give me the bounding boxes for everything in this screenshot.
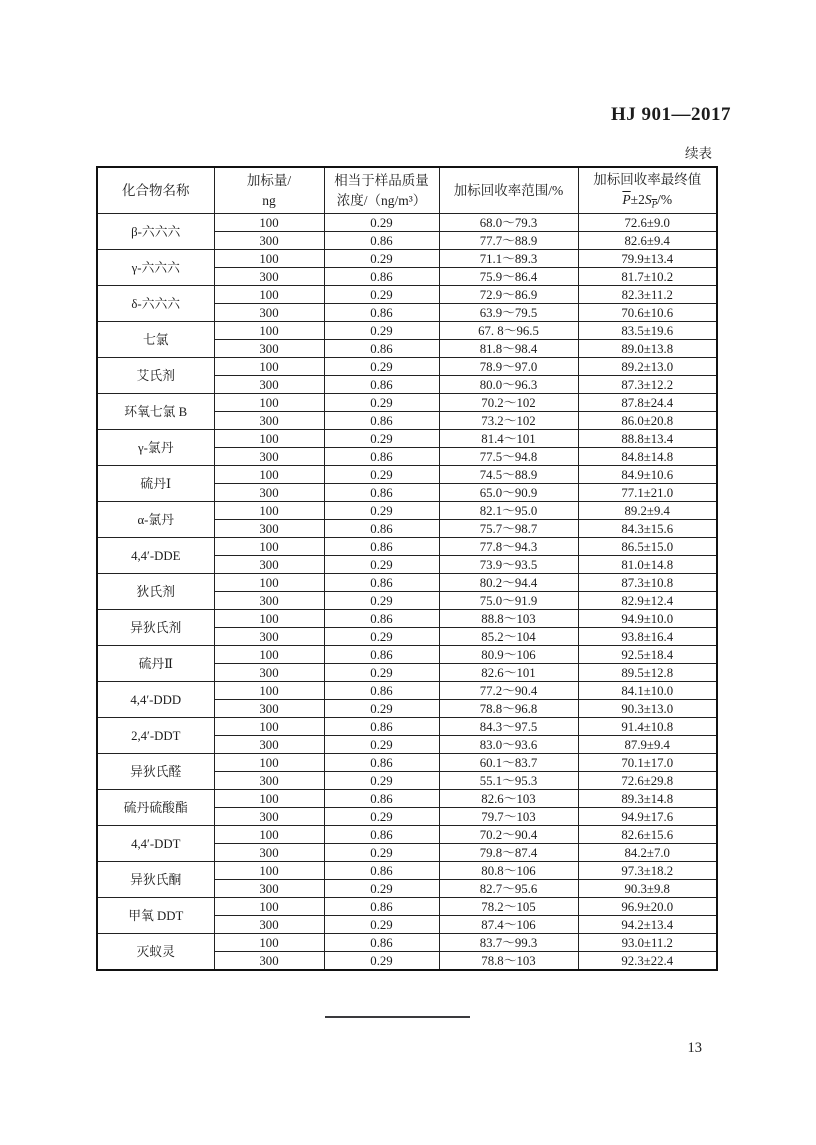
recovery-range-cell: 85.2～104: [439, 628, 578, 646]
spike-amount-cell: 300: [214, 556, 324, 574]
recovery-final-cell: 89.0±13.8: [578, 340, 717, 358]
spike-amount-cell: 300: [214, 340, 324, 358]
recovery-range-cell: 75.9～86.4: [439, 268, 578, 286]
recovery-range-cell: 82.6～101: [439, 664, 578, 682]
spike-amount-cell: 300: [214, 916, 324, 934]
spike-amount-cell: 100: [214, 322, 324, 340]
recovery-range-cell: 65.0～90.9: [439, 484, 578, 502]
recovery-final-cell: 89.5±12.8: [578, 664, 717, 682]
compound-name-cell: 4,4′-DDE: [97, 538, 214, 574]
concentration-cell: 0.29: [324, 214, 439, 232]
concentration-cell: 0.29: [324, 772, 439, 790]
recovery-final-cell: 87.3±10.8: [578, 574, 717, 592]
spike-amount-cell: 100: [214, 934, 324, 952]
table-header: [97, 167, 717, 214]
spike-amount-cell: 300: [214, 880, 324, 898]
concentration-cell: 0.86: [324, 484, 439, 502]
continued-table-label: 续表: [685, 146, 712, 161]
recovery-final-cell: 83.5±19.6: [578, 322, 717, 340]
table-row: [97, 898, 717, 916]
concentration-cell: 0.86: [324, 538, 439, 556]
footnote-rule: [325, 1016, 470, 1018]
table-row: [97, 790, 717, 808]
recovery-final-cell: 84.1±10.0: [578, 682, 717, 700]
compound-name-cell: 七氯: [97, 322, 214, 358]
spike-amount-cell: 300: [214, 268, 324, 286]
recovery-range-cell: 75.7～98.7: [439, 520, 578, 538]
recovery-final-cell: 94.9±10.0: [578, 610, 717, 628]
compound-name-cell: γ-六六六: [97, 250, 214, 286]
concentration-cell: 0.29: [324, 844, 439, 862]
spike-amount-cell: 300: [214, 736, 324, 754]
page-number: 13: [687, 1040, 702, 1056]
table-row: [97, 394, 717, 412]
doc-number: HJ 901—2017: [610, 104, 731, 125]
spike-amount-cell: 100: [214, 610, 324, 628]
spike-amount-cell: 100: [214, 826, 324, 844]
concentration-cell: 0.86: [324, 304, 439, 322]
recovery-final-cell: 93.8±16.4: [578, 628, 717, 646]
concentration-cell: 0.86: [324, 340, 439, 358]
spike-amount-cell: 300: [214, 412, 324, 430]
compound-name-cell: 艾氏剂: [97, 358, 214, 394]
spike-amount-cell: 100: [214, 862, 324, 880]
recovery-range-cell: 68.0～79.3: [439, 214, 578, 232]
table-row: [97, 682, 717, 700]
recovery-final-cell: 89.2±13.0: [578, 358, 717, 376]
compound-name-cell: 异狄氏酮: [97, 862, 214, 898]
spike-amount-cell: 100: [214, 574, 324, 592]
table-row: [97, 430, 717, 448]
recovery-final-cell: 89.2±9.4: [578, 502, 717, 520]
recovery-range-cell: 81.4～101: [439, 430, 578, 448]
recovery-final-cell: 86.5±15.0: [578, 538, 717, 556]
header-recovery-range: 加标回收率范围/%: [439, 167, 578, 214]
recovery-final-cell: 89.3±14.8: [578, 790, 717, 808]
compound-name-cell: 狄氏剂: [97, 574, 214, 610]
concentration-cell: 0.86: [324, 448, 439, 466]
concentration-cell: 0.29: [324, 556, 439, 574]
recovery-final-cell: 72.6±29.8: [578, 772, 717, 790]
concentration-cell: 0.29: [324, 394, 439, 412]
spike-amount-cell: 100: [214, 682, 324, 700]
recovery-range-cell: 82.7～95.6: [439, 880, 578, 898]
header-concentration: 相当于样品质量 浓度/（ng/m³）: [324, 167, 439, 214]
concentration-cell: 0.29: [324, 592, 439, 610]
spike-amount-cell: 300: [214, 772, 324, 790]
compound-name-cell: 4,4′-DDT: [97, 826, 214, 862]
compound-name-cell: δ-六六六: [97, 286, 214, 322]
recovery-range-cell: 63.9～79.5: [439, 304, 578, 322]
recovery-range-cell: 71.1～89.3: [439, 250, 578, 268]
header-compound: 化合物名称: [97, 167, 214, 214]
recovery-range-cell: 80.9～106: [439, 646, 578, 664]
spike-amount-cell: 300: [214, 592, 324, 610]
recovery-range-cell: 78.2～105: [439, 898, 578, 916]
concentration-cell: 0.29: [324, 880, 439, 898]
recovery-range-cell: 73.9～93.5: [439, 556, 578, 574]
table-body: [97, 214, 717, 970]
recovery-final-cell: 81.0±14.8: [578, 556, 717, 574]
recovery-range-cell: 70.2～102: [439, 394, 578, 412]
recovery-range-cell: 67. 8～96.5: [439, 322, 578, 340]
table-row: [97, 934, 717, 952]
table-row: [97, 466, 717, 484]
recovery-range-cell: 77.5～94.8: [439, 448, 578, 466]
recovery-final-cell: 82.6±9.4: [578, 232, 717, 250]
table-row: [97, 214, 717, 232]
recovery-final-cell: 91.4±10.8: [578, 718, 717, 736]
recovery-final-cell: 84.8±14.8: [578, 448, 717, 466]
recovery-final-cell: 81.7±10.2: [578, 268, 717, 286]
recovery-range-cell: 74.5～88.9: [439, 466, 578, 484]
spike-amount-cell: 300: [214, 484, 324, 502]
recovery-range-cell: 78.8～103: [439, 952, 578, 970]
concentration-cell: 0.29: [324, 430, 439, 448]
recovery-final-cell: 92.3±22.4: [578, 952, 717, 970]
concentration-cell: 0.86: [324, 412, 439, 430]
table-row: [97, 862, 717, 880]
table-row: [97, 754, 717, 772]
spike-amount-cell: 300: [214, 304, 324, 322]
recovery-range-cell: 78.8～96.8: [439, 700, 578, 718]
recovery-range-cell: 83.0～93.6: [439, 736, 578, 754]
spike-amount-cell: 100: [214, 790, 324, 808]
recovery-final-cell: 77.1±21.0: [578, 484, 717, 502]
spike-amount-cell: 300: [214, 628, 324, 646]
concentration-cell: 0.86: [324, 646, 439, 664]
concentration-cell: 0.29: [324, 502, 439, 520]
concentration-cell: 0.86: [324, 826, 439, 844]
table-row: [97, 358, 717, 376]
recovery-final-cell: 79.9±13.4: [578, 250, 717, 268]
recovery-range-cell: 84.3～97.5: [439, 718, 578, 736]
spike-amount-cell: 100: [214, 394, 324, 412]
recovery-final-cell: 87.9±9.4: [578, 736, 717, 754]
spike-amount-cell: 300: [214, 232, 324, 250]
table-row: [97, 250, 717, 268]
table-row: [97, 322, 717, 340]
recovery-final-cell: 82.9±12.4: [578, 592, 717, 610]
compound-name-cell: 硫丹Ⅰ: [97, 466, 214, 502]
recovery-range-cell: 80.2～94.4: [439, 574, 578, 592]
concentration-cell: 0.86: [324, 376, 439, 394]
compound-name-cell: 甲氧 DDT: [97, 898, 214, 934]
concentration-cell: 0.86: [324, 682, 439, 700]
recovery-range-cell: 60.1～83.7: [439, 754, 578, 772]
concentration-cell: 0.86: [324, 232, 439, 250]
concentration-cell: 0.86: [324, 790, 439, 808]
spike-amount-cell: 300: [214, 448, 324, 466]
recovery-range-cell: 80.8～106: [439, 862, 578, 880]
spike-amount-cell: 100: [214, 754, 324, 772]
compound-name-cell: 2,4′-DDT: [97, 718, 214, 754]
recovery-range-cell: 77.7～88.9: [439, 232, 578, 250]
recovery-final-cell: 82.3±11.2: [578, 286, 717, 304]
recovery-range-cell: 82.1～95.0: [439, 502, 578, 520]
recovery-final-cell: 84.3±15.6: [578, 520, 717, 538]
spike-amount-cell: 300: [214, 808, 324, 826]
recovery-final-cell: 84.9±10.6: [578, 466, 717, 484]
recovery-final-cell: 94.2±13.4: [578, 916, 717, 934]
concentration-cell: 0.29: [324, 808, 439, 826]
compound-name-cell: 异狄氏剂: [97, 610, 214, 646]
concentration-cell: 0.29: [324, 628, 439, 646]
recovery-final-cell: 96.9±20.0: [578, 898, 717, 916]
concentration-cell: 0.29: [324, 466, 439, 484]
recovery-final-cell: 87.3±12.2: [578, 376, 717, 394]
spike-amount-cell: 100: [214, 286, 324, 304]
table-row: [97, 826, 717, 844]
concentration-cell: 0.86: [324, 862, 439, 880]
spike-amount-cell: 300: [214, 700, 324, 718]
recovery-range-cell: 87.4～106: [439, 916, 578, 934]
spike-amount-cell: 100: [214, 430, 324, 448]
compound-name-cell: 硫丹硫酸酯: [97, 790, 214, 826]
spike-amount-cell: 100: [214, 214, 324, 232]
recovery-range-cell: 75.0～91.9: [439, 592, 578, 610]
compound-name-cell: γ-氯丹: [97, 430, 214, 466]
concentration-cell: 0.86: [324, 520, 439, 538]
recovery-final-cell: 70.6±10.6: [578, 304, 717, 322]
recovery-range-cell: 80.0～96.3: [439, 376, 578, 394]
compound-name-cell: 灭蚁灵: [97, 934, 214, 970]
recovery-range-cell: 79.8～87.4: [439, 844, 578, 862]
compound-name-cell: 硫丹Ⅱ: [97, 646, 214, 682]
spike-amount-cell: 100: [214, 466, 324, 484]
compound-name-cell: 异狄氏醛: [97, 754, 214, 790]
recovery-final-cell: 87.8±24.4: [578, 394, 717, 412]
recovery-range-cell: 81.8～98.4: [439, 340, 578, 358]
concentration-cell: 0.86: [324, 574, 439, 592]
spike-amount-cell: 100: [214, 538, 324, 556]
recovery-final-cell: 72.6±9.0: [578, 214, 717, 232]
recovery-final-cell: 90.3±9.8: [578, 880, 717, 898]
recovery-final-cell: 82.6±15.6: [578, 826, 717, 844]
spike-amount-cell: 100: [214, 358, 324, 376]
concentration-cell: 0.29: [324, 952, 439, 970]
recovery-range-cell: 77.8～94.3: [439, 538, 578, 556]
concentration-cell: 0.86: [324, 268, 439, 286]
concentration-cell: 0.86: [324, 610, 439, 628]
spike-amount-cell: 100: [214, 718, 324, 736]
recovery-final-cell: 88.8±13.4: [578, 430, 717, 448]
concentration-cell: 0.29: [324, 250, 439, 268]
spike-amount-cell: 100: [214, 250, 324, 268]
recovery-range-cell: 82.6～103: [439, 790, 578, 808]
spike-amount-cell: 300: [214, 520, 324, 538]
recovery-final-cell: 84.2±7.0: [578, 844, 717, 862]
recovery-final-cell: 97.3±18.2: [578, 862, 717, 880]
spike-amount-cell: 100: [214, 898, 324, 916]
header-spike-amount: 加标量/ ng: [214, 167, 324, 214]
concentration-cell: 0.86: [324, 718, 439, 736]
compound-name-cell: β-六六六: [97, 214, 214, 250]
compound-name-cell: 环氧七氯 B: [97, 394, 214, 430]
spike-amount-cell: 300: [214, 844, 324, 862]
concentration-cell: 0.86: [324, 898, 439, 916]
concentration-cell: 0.29: [324, 358, 439, 376]
concentration-cell: 0.86: [324, 934, 439, 952]
compound-name-cell: 4,4′-DDD: [97, 682, 214, 718]
concentration-cell: 0.29: [324, 664, 439, 682]
recovery-formula: $\overline{P}\pm 2S_{\overline{P}}/\%$: [622, 191, 673, 210]
spike-amount-cell: 100: [214, 646, 324, 664]
recovery-final-cell: 70.1±17.0: [578, 754, 717, 772]
recovery-range-cell: 78.9～97.0: [439, 358, 578, 376]
recovery-final-cell: 93.0±11.2: [578, 934, 717, 952]
recovery-range-cell: 88.8～103: [439, 610, 578, 628]
table-row: [97, 574, 717, 592]
spike-amount-cell: 300: [214, 376, 324, 394]
recovery-final-cell: 86.0±20.8: [578, 412, 717, 430]
recovery-table: [96, 166, 718, 971]
recovery-range-cell: 77.2～90.4: [439, 682, 578, 700]
recovery-final-cell: 90.3±13.0: [578, 700, 717, 718]
concentration-cell: 0.29: [324, 700, 439, 718]
concentration-cell: 0.29: [324, 916, 439, 934]
spike-amount-cell: 100: [214, 502, 324, 520]
recovery-range-cell: 79.7～103: [439, 808, 578, 826]
table-row: [97, 610, 717, 628]
table-row: [97, 718, 717, 736]
recovery-final-cell: 94.9±17.6: [578, 808, 717, 826]
recovery-range-cell: 72.9～86.9: [439, 286, 578, 304]
recovery-range-cell: 73.2～102: [439, 412, 578, 430]
table-row: [97, 538, 717, 556]
recovery-range-cell: 55.1～95.3: [439, 772, 578, 790]
concentration-cell: 0.29: [324, 322, 439, 340]
table-row: [97, 502, 717, 520]
recovery-final-cell: 92.5±18.4: [578, 646, 717, 664]
compound-name-cell: α-氯丹: [97, 502, 214, 538]
header-recovery-final: 加标回收率最终值 $\overline{P}\pm 2S_{\overline{P}}/\%$: [578, 167, 717, 214]
spike-amount-cell: 300: [214, 664, 324, 682]
recovery-range-cell: 83.7～99.3: [439, 934, 578, 952]
recovery-range-cell: 70.2～90.4: [439, 826, 578, 844]
concentration-cell: 0.29: [324, 736, 439, 754]
concentration-cell: 0.86: [324, 754, 439, 772]
table-row: [97, 286, 717, 304]
spike-amount-cell: 300: [214, 952, 324, 970]
concentration-cell: 0.29: [324, 286, 439, 304]
table-row: [97, 646, 717, 664]
